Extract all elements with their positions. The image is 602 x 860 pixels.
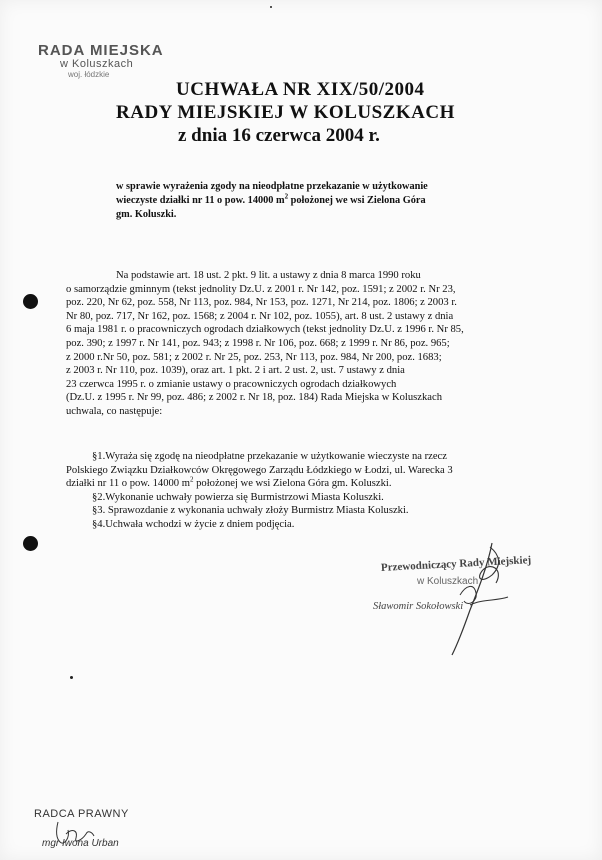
council-stamp: [38, 42, 164, 79]
legal-basis-line: 23 czerwca 1995 r. o zmianie ustawy o pracowniczych ogrodach działkowych: [66, 378, 397, 390]
council-stamp-line3: woj. łódzkie: [68, 70, 110, 79]
title-line1: UCHWAŁA NR XIX/50/2004: [176, 79, 425, 100]
subject-line3: gm. Koluszki.: [116, 209, 177, 220]
legal-basis-line: z 2003 r. Nr 110, poz. 1039), oraz art. 1 pkt. 2 i art. 2 ust. 2, ust. 7 ustawy z dnia: [66, 365, 405, 377]
council-stamp-line1: RADA MIEJSKA: [38, 42, 164, 59]
legal-basis-line: o samorządzie gminnym (tekst jednolity Dz.U. z 2001 r. Nr 142, poz. 1591; z 2002 r. Nr 23,: [66, 283, 456, 295]
legal-basis-line: uchwala, co następuje:: [66, 405, 163, 417]
legal-basis-line: 6 maja 1981 r. o pracowniczych ogrodach działkowych (tekst jednolity Dz.U. z 1996 r. Nr 85,: [66, 324, 464, 336]
resolution-paragraphs: [66, 450, 522, 532]
chairman-stamp-line2: w Koluszkach: [417, 576, 479, 587]
legal-basis-line: poz. 220, Nr 62, poz. 558, Nr 113, poz. 984, Nr 153, poz. 1271, Nr 214, poz. 1806; z 2003 r.: [66, 297, 457, 309]
legal-advisor-name: mgr Iwona Urban: [42, 838, 119, 849]
paragraph-3: §3. Sprawozdanie z wykonania uchwały złoży Burmistrz Miasta Koluszki.: [92, 505, 409, 517]
speck: [270, 6, 272, 8]
council-stamp-line2: w Koluszkach: [60, 58, 134, 70]
paragraph-1-line2: Polskiego Związku Działkowców Okręgowego Zarządu Łódzkiego w Łodzi, ul. Warecka 3: [66, 464, 453, 476]
title-line3: z dnia 16 czerwca 2004 r.: [178, 125, 380, 146]
resolution-title: [0, 78, 602, 147]
paragraph-1-line1: §1.Wyraża się zgodę na nieodpłatne przekazanie w użytkowanie wieczyste na rzecz: [92, 451, 447, 462]
subject-line1: w sprawie wyrażenia zgody na nieodpłatne przekazanie w użytkowanie: [116, 181, 428, 192]
paragraph-1-line3: działki nr 11 o pow. 14000 $m^2$ położonej we wsi Zielona Góra gm. Koluszki.: [66, 475, 392, 490]
speck: [70, 676, 73, 679]
chairman-stamp-line1: Przewodniczący Rady Miejskiej: [380, 554, 532, 574]
paragraph-4: §4.Uchwała wchodzi w życie z dniem podjęcia.: [92, 518, 295, 530]
resolution-subject: [116, 180, 516, 222]
legal-basis-line: z 2000 r.Nr 50, poz. 581; z 2002 r. Nr 25, poz. 253, Nr 113, poz. 984, Nr 200, poz. 1683;: [66, 351, 442, 363]
chairman-stamp-line3: Sławomir Sokołowski: [373, 601, 464, 612]
punch-hole: [23, 536, 38, 551]
paragraph-2: §2.Wykonanie uchwały powierza się Burmistrzowi Miasta Koluszki.: [92, 491, 384, 503]
punch-hole: [23, 294, 38, 309]
legal-basis-line: (Dz.U. z 1995 r. Nr 99, poz. 486; z 2002 r. Nr 18, poz. 184) Rada Miejska w Koluszkach: [66, 392, 442, 404]
subject-line2: wieczyste działki nr 11 o pow. 14000 $m^2$ położonej we wsi Zielona Góra: [116, 192, 426, 206]
chairman-signature: [430, 535, 520, 660]
legal-basis: [66, 269, 512, 419]
title-line2: RADY MIEJSKIEJ W KOLUSZKACH: [116, 102, 455, 123]
legal-basis-line: poz. 390; z 1997 r. Nr 141, poz. 943; z 1998 r. Nr 106, poz. 668; z 1999 r. Nr 86, poz. 965;: [66, 337, 450, 349]
legal-basis-line: Na podstawie art. 18 ust. 2 pkt. 9 lit. a ustawy z dnia 8 marca 1990 roku: [116, 270, 421, 281]
legal-advisor-signature: [50, 816, 100, 850]
legal-advisor-title: RADCA PRAWNY: [34, 808, 129, 820]
legal-basis-line: Nr 80, poz. 717, Nr 162, poz. 1568; z 2004 r. Nr 102, poz. 1055), art. 8 ust. 2 ustawy z dnia: [66, 310, 454, 322]
